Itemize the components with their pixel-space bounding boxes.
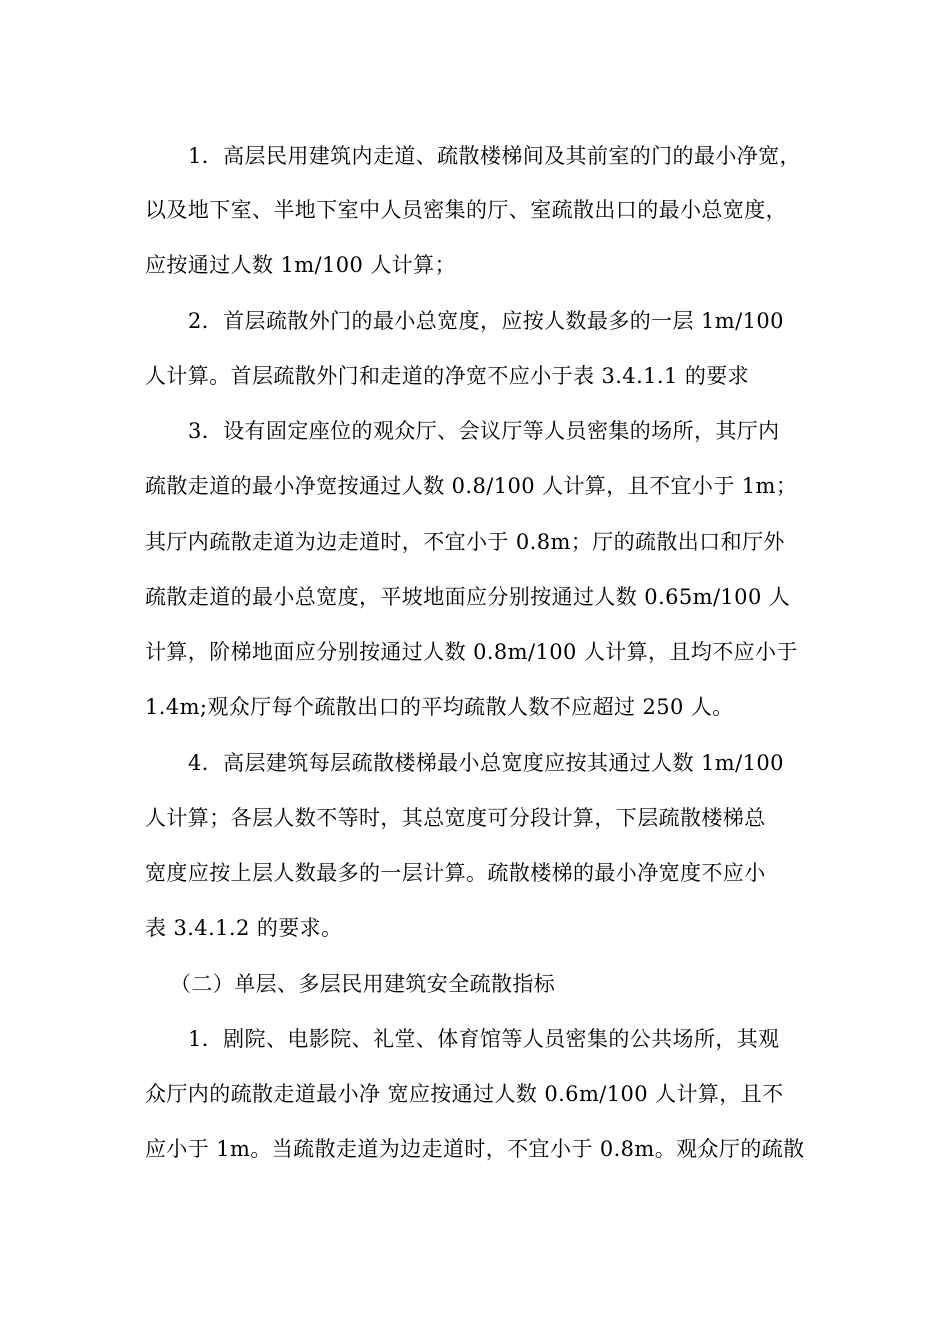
paragraph-5-line-3: 应小于 1m。当疏散走道为边走道时，不宜小于 0.8m。观众厅的疏散 [145,1137,805,1161]
paragraph-3-line-3: 其厅内疏散走道为边走道时，不宜小于 0.8m；厅的疏散出口和厅外 [145,530,785,554]
paragraph-1-line-3: 应按通过人数 1m/100 人计算； [145,253,456,277]
paragraph-5-line-2: 众厅内的疏散走道最小净 宽应按通过人数 0.6m/100 人计算，且不 [145,1082,784,1106]
section-heading: （二）单层、多层民用建筑安全疏散指标 [170,972,556,996]
paragraph-4-line-3: 宽度应按上层人数最多的一层计算。疏散楼梯的最小净宽度不应小 [145,861,766,885]
paragraph-3-line-2: 疏散走道的最小净宽按通过人数 0.8/100 人计算，且不宜小于 1m； [145,474,798,498]
paragraph-4-line-1: 4．高层建筑每层疏散楼梯最小总宽度应按其通过人数 1m/100 [188,751,784,775]
paragraph-3-line-1: 3．设有固定座位的观众厅、会议厅等人员密集的场所，其厅内 [188,419,780,443]
paragraph-5-line-1: 1．剧院、电影院、礼堂、体育馆等人员密集的公共场所，其观 [188,1027,780,1051]
paragraph-1-line-2: 以及地下室、半地下室中人员密集的厅、室疏散出口的最小总宽度， [145,198,787,222]
paragraph-1-line-1: 1．高层民用建筑内走道、疏散楼梯间及其前室的门的最小净宽， [188,144,801,168]
paragraph-3-line-4: 疏散走道的最小总宽度，平坡地面应分别按通过人数 0.65m/100 人 [145,585,791,609]
paragraph-2-line-2: 人计算。首层疏散外门和走道的净宽不应小于表 3.4.1.1 的要求 [145,364,750,388]
paragraph-3-line-6: 1.4m;观众厅每个疏散出口的平均疏散人数不应超过 250 人。 [145,695,734,719]
paragraph-4-line-4: 表 3.4.1.2 的要求。 [145,916,343,940]
paragraph-3-line-5: 计算，阶梯地面应分别按通过人数 0.8m/100 人计算，且均不应小于 [145,640,798,664]
paragraph-4-line-2: 人计算；各层人数不等时，其总宽度可分段计算，下层疏散楼梯总 [145,806,766,830]
paragraph-2-line-1: 2．首层疏散外门的最小总宽度，应按人数最多的一层 1m/100 [188,309,784,333]
